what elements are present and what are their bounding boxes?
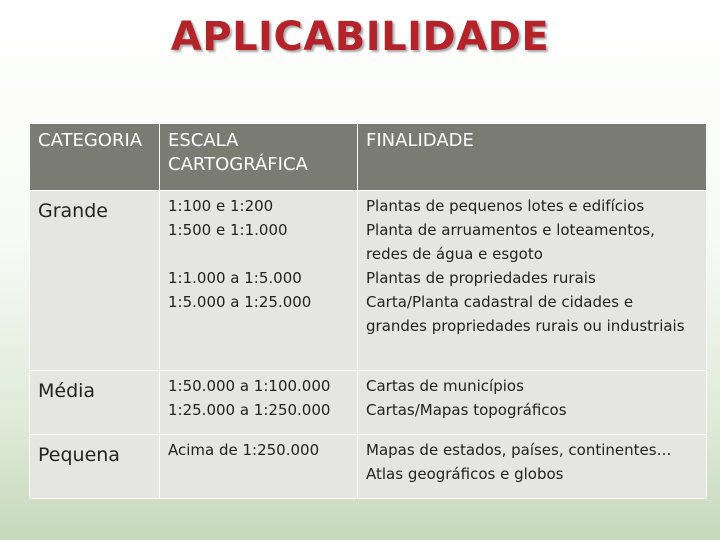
header-categoria: CATEGORIA	[30, 124, 160, 191]
finalidade-line: Mapas de estados, países, continentes…	[366, 441, 672, 459]
finalidade-line: Carta/Planta cadastral de cidades e grandes propriedades rurais ou industriais	[366, 293, 685, 335]
header-finalidade: FINALIDADE	[358, 124, 707, 191]
applicability-table	[29, 123, 707, 499]
cell-escala-grande	[160, 191, 358, 371]
header-escala: ESCALA CARTOGRÁFICA	[160, 124, 358, 191]
escala-line: Acima de 1:250.000	[168, 441, 320, 459]
table-header-row	[30, 124, 707, 191]
finalidade-line: Cartas de municípios	[366, 377, 524, 395]
cell-categoria-pequena: Pequena	[30, 435, 160, 499]
escala-spacer	[168, 242, 349, 266]
finalidade-line: Plantas de propriedades rurais	[366, 269, 596, 287]
finalidade-line: Cartas/Mapas topográficos	[366, 401, 567, 419]
escala-line: 1:50.000 a 1:100.000	[168, 377, 331, 395]
finalidade-line: Planta de arruamentos e loteamentos, redes de água e esgoto	[366, 221, 655, 263]
cell-finalidade-media	[358, 371, 707, 435]
escala-line: 1:500 e 1:1.000	[168, 221, 288, 239]
cell-escala-pequena	[160, 435, 358, 499]
table-row-pequena	[30, 435, 707, 499]
finalidade-line: Atlas geográficos e globos	[366, 465, 564, 483]
escala-line: 1:1.000 a 1:5.000	[168, 269, 302, 287]
cell-finalidade-pequena	[358, 435, 707, 499]
table-row-grande	[30, 191, 707, 371]
finalidade-line: Plantas de pequenos lotes e edifícios	[366, 197, 645, 215]
escala-line: 1:5.000 a 1:25.000	[168, 293, 312, 311]
escala-line: 1:100 e 1:200	[168, 197, 274, 215]
page-title: APLICABILIDADE	[170, 14, 550, 60]
cell-categoria-grande: Grande	[30, 191, 160, 371]
cell-finalidade-grande	[358, 191, 707, 371]
table-row-media	[30, 371, 707, 435]
cell-categoria-media: Média	[30, 371, 160, 435]
escala-line: 1:25.000 a 1:250.000	[168, 401, 331, 419]
cell-escala-media	[160, 371, 358, 435]
